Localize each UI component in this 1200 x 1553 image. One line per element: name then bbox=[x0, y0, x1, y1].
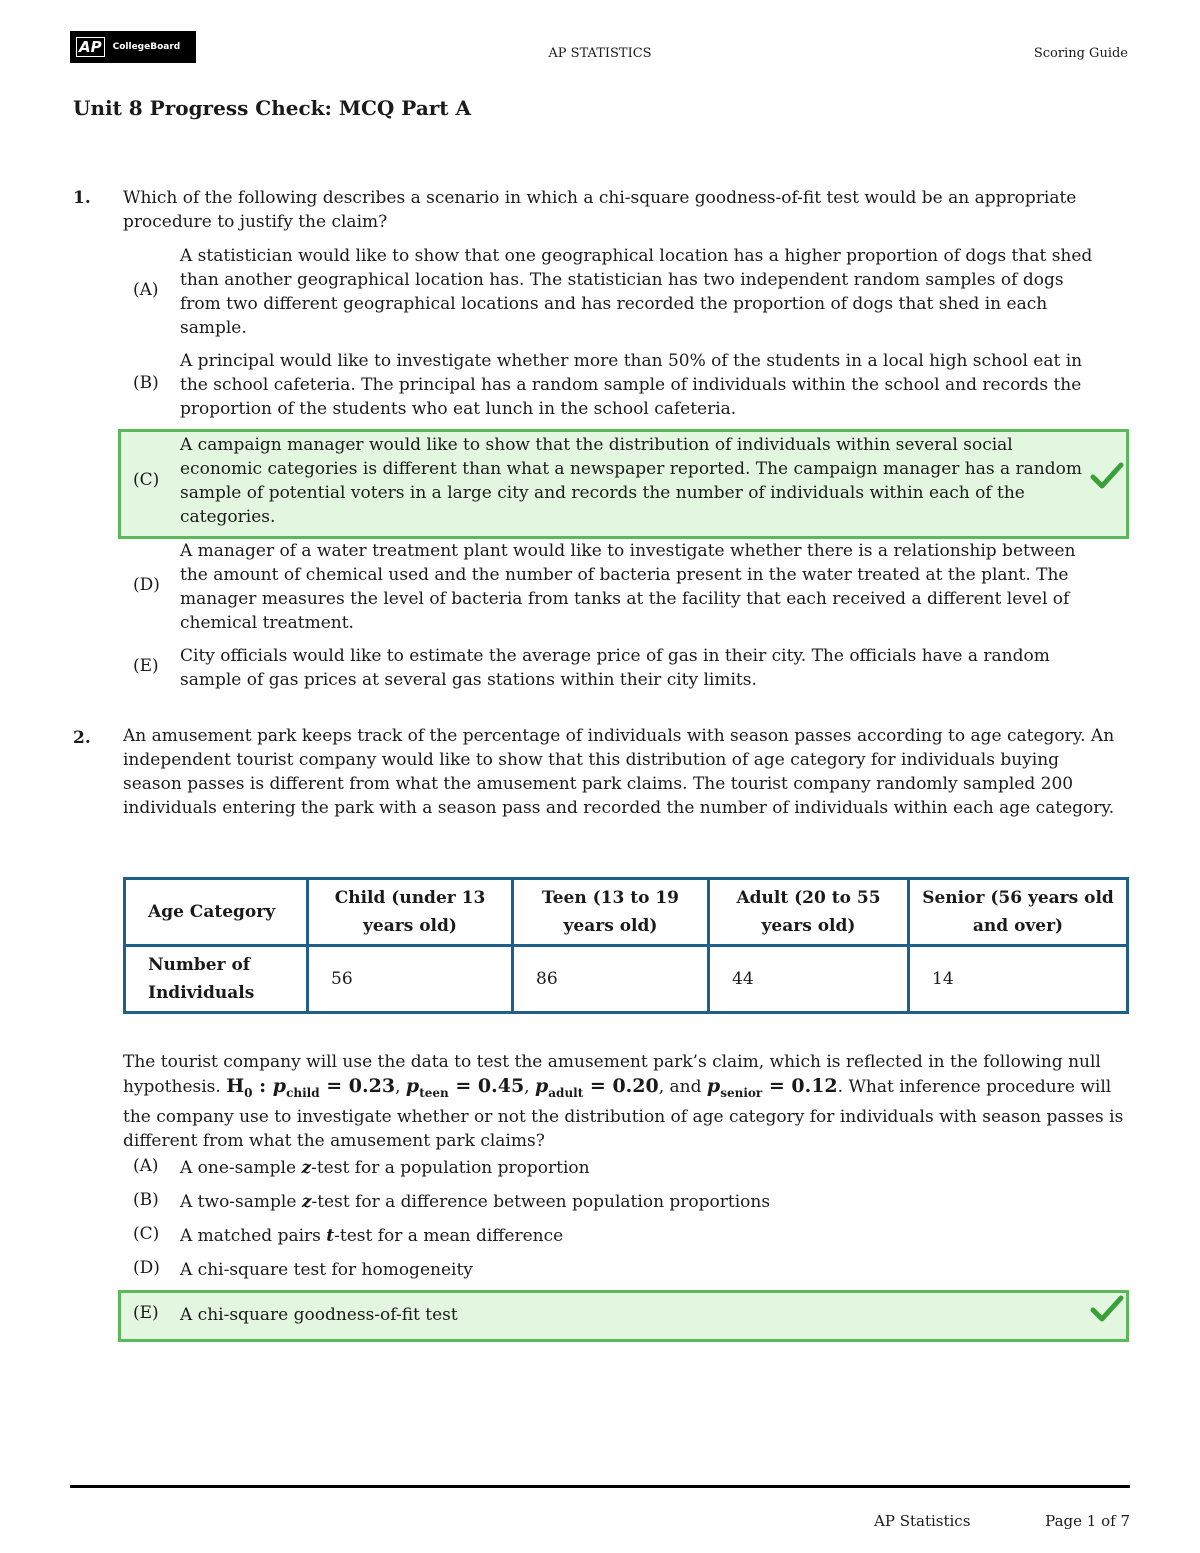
footer-divider bbox=[70, 1485, 1130, 1488]
p-teen-subscript: teen bbox=[419, 1085, 449, 1100]
p-child-value: = 0.23 bbox=[326, 1075, 396, 1097]
q1-option-c-text: A campaign manager would like to show that the distribution of individuals within several social economic categories is different than what a newspaper reported. The campaign manager has a random sample of potential voters in a large city and records the number of individuals within each of the categories. bbox=[180, 435, 1082, 527]
table-header-cell: Age Category bbox=[125, 879, 308, 946]
table-cell: 56 bbox=[308, 946, 513, 1013]
question-2-stem: An amusement park keeps track of the percentage of individuals with season passes according to age category. An independent tourist company would like to show that this distribution of age category for individuals buying season passes is different from what the amusement park claims. The tourist company randomly sampled 200 individuals entering the park with a season pass and recorded the number of individuals within each age category. bbox=[123, 726, 1115, 818]
q1-option-b[interactable] bbox=[118, 349, 1129, 421]
footer-subject: AP Statistics bbox=[874, 1512, 971, 1530]
table-cell: 44 bbox=[709, 946, 909, 1013]
question-1-stem: Which of the following describes a scenario in which a chi-square goodness-of-fit test would be an appropriate procedure to justify the claim? bbox=[123, 188, 1077, 232]
page-number: Page 1 of 7 bbox=[1045, 1512, 1130, 1530]
q1-option-d-text: A manager of a water treatment plant would like to investigate whether there is a relationship between the amount of chemical used and the number of bacteria present in the water treated at the plant. The manager measures the level of bacteria from tanks at the facility that each received a different level of chemical treatment. bbox=[180, 541, 1076, 633]
p-senior-value: = 0.12 bbox=[768, 1075, 838, 1097]
p-adult bbox=[534, 1075, 659, 1100]
stem2-question: . What inference procedure will the company use to investigate whether or not the distribution of age category for individuals with season passes is different from what the amusement park claims? bbox=[123, 1077, 1124, 1151]
q2-option-c-text bbox=[180, 1224, 1100, 1248]
header-subject: AP STATISTICS bbox=[548, 46, 652, 61]
header-scoring-guide: Scoring Guide bbox=[1033, 46, 1128, 61]
p-adult-value: = 0.20 bbox=[589, 1075, 659, 1097]
h0-subscript: 0 bbox=[244, 1085, 253, 1100]
logo-ap: AP bbox=[76, 37, 105, 57]
table-header-row bbox=[125, 879, 1128, 946]
table-header-cell: Adult (20 to 55 years old) bbox=[709, 879, 909, 946]
text-part: A one-sample bbox=[180, 1158, 302, 1178]
text-part: -test for a population proportion bbox=[311, 1158, 590, 1178]
q2-option-c[interactable] bbox=[118, 1224, 1129, 1250]
text-part: A two-sample bbox=[180, 1192, 302, 1212]
math-variable: z bbox=[301, 1192, 312, 1212]
q1-option-d-letter: (D) bbox=[133, 575, 160, 595]
q2-option-d[interactable] bbox=[118, 1258, 1129, 1284]
check-icon bbox=[1090, 1295, 1124, 1323]
q2-option-b-text bbox=[180, 1190, 1100, 1214]
q1-option-c-correct[interactable] bbox=[118, 429, 1129, 539]
p-teen bbox=[405, 1075, 525, 1100]
q2-option-d-letter: (D) bbox=[133, 1258, 160, 1278]
p-teen-value: = 0.45 bbox=[455, 1075, 525, 1097]
q1-option-a-letter: (A) bbox=[133, 280, 159, 300]
math-variable: t bbox=[326, 1226, 335, 1246]
logo-collegeboard: CollegeBoard bbox=[112, 42, 181, 52]
math-variable: z bbox=[301, 1158, 312, 1178]
question-2-number: 2. bbox=[73, 728, 91, 748]
table-row-label: Number of Individuals bbox=[125, 946, 308, 1013]
q2-option-a-letter: (A) bbox=[133, 1156, 159, 1176]
separator: , bbox=[395, 1077, 401, 1097]
table-cell: 14 bbox=[909, 946, 1128, 1013]
separator: , bbox=[524, 1077, 530, 1097]
table-cell: 86 bbox=[513, 946, 709, 1013]
q2-option-e-correct[interactable] bbox=[118, 1290, 1129, 1342]
q1-option-c-letter: (C) bbox=[133, 470, 160, 490]
q1-option-b-letter: (B) bbox=[133, 373, 159, 393]
p-symbol: p bbox=[534, 1075, 549, 1097]
null-hypothesis bbox=[226, 1075, 396, 1100]
q2-option-e-letter: (E) bbox=[133, 1303, 159, 1323]
question-2-stem-continued bbox=[123, 1050, 1133, 1153]
q1-option-e-letter: (E) bbox=[133, 656, 159, 676]
check-icon bbox=[1090, 462, 1124, 490]
q1-option-d[interactable] bbox=[118, 539, 1129, 635]
p-symbol: p bbox=[272, 1075, 287, 1097]
table-header-cell: Child (under 13 years old) bbox=[308, 879, 513, 946]
h0-symbol: H bbox=[226, 1075, 245, 1097]
table-header-cell: Senior (56 years old and over) bbox=[909, 879, 1128, 946]
stem2-intro: The tourist company will use the data to test the amusement park’s claim, which is reflected in the following null hypothesis. bbox=[123, 1052, 1101, 1097]
q1-option-a-text: A statistician would like to show that one geographical location has a higher proportion of dogs that shed than another geographical location has. The statistician has two independent random samples of dogs from two different geographical locations and has recorded the proportion of dogs that shed in each sample. bbox=[180, 246, 1093, 338]
q2-option-b[interactable] bbox=[118, 1190, 1129, 1216]
question-1-number: 1. bbox=[73, 188, 91, 208]
page-title: Unit 8 Progress Check: MCQ Part A bbox=[73, 96, 472, 120]
q1-option-b-text: A principal would like to investigate whether more than 50% of the students in a local high school eat in the school cafeteria. The principal has a random sample of individuals within the school and records the proportion of the students who eat lunch in the school cafeteria. bbox=[180, 351, 1083, 419]
p-child-subscript: child bbox=[286, 1085, 320, 1100]
p-senior bbox=[706, 1075, 838, 1100]
q2-option-a[interactable] bbox=[118, 1156, 1129, 1182]
q2-option-a-text bbox=[180, 1156, 1100, 1180]
p-senior-subscript: senior bbox=[720, 1085, 763, 1100]
q1-option-e[interactable] bbox=[118, 644, 1129, 692]
text-part: -test for a difference between population proportions bbox=[311, 1192, 771, 1212]
q2-option-e-text: A chi-square goodness-of-fit test bbox=[180, 1305, 458, 1325]
age-category-table bbox=[123, 877, 1129, 1014]
table-row bbox=[125, 946, 1128, 1013]
q2-option-b-letter: (B) bbox=[133, 1190, 159, 1210]
q2-option-d-text: A chi-square test for homogeneity bbox=[180, 1260, 473, 1280]
q2-option-c-letter: (C) bbox=[133, 1224, 160, 1244]
q1-option-a[interactable] bbox=[118, 244, 1129, 340]
separator-and: , and bbox=[658, 1077, 702, 1097]
p-symbol: p bbox=[405, 1075, 420, 1097]
h0-colon: : bbox=[259, 1075, 267, 1097]
text-part: -test for a mean difference bbox=[334, 1226, 564, 1246]
table-header-cell: Teen (13 to 19 years old) bbox=[513, 879, 709, 946]
p-symbol: p bbox=[706, 1075, 721, 1097]
p-adult-subscript: adult bbox=[548, 1085, 584, 1100]
text-part: A matched pairs bbox=[180, 1226, 327, 1246]
q1-option-e-text: City officials would like to estimate the average price of gas in their city. The officials have a random sample of gas prices at several gas stations within their city limits. bbox=[180, 646, 1050, 690]
